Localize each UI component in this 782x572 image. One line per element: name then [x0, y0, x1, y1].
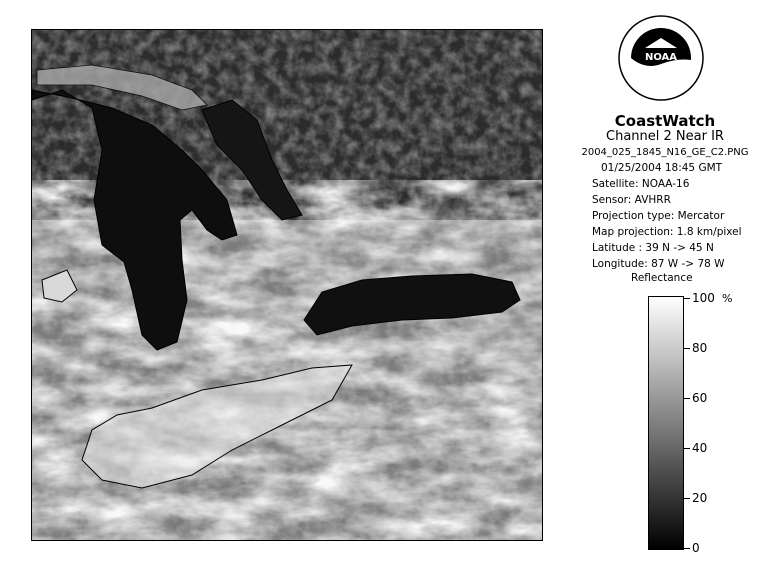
file-name: 2004_025_1845_N16_GE_C2.PNG	[581, 147, 749, 158]
date-time: 01/25/2004 18:45 GMT	[601, 162, 723, 174]
legend-tick-label: 20	[692, 491, 708, 505]
legend-tick-label: 40	[692, 441, 708, 455]
projection-type: Projection type: Mercator	[592, 210, 725, 222]
satellite-image	[31, 29, 543, 541]
brand-title: CoastWatch	[614, 112, 716, 130]
reflectance-colorbar	[648, 296, 684, 550]
legend-tick-label: 80	[692, 341, 708, 355]
legend-title: Reflectance	[631, 272, 693, 284]
legend-tick	[684, 548, 690, 549]
legend-unit: %	[722, 292, 733, 305]
satellite-reflectance-image-icon	[32, 30, 542, 540]
legend-tick-label: 60	[692, 391, 708, 405]
legend-tick-label: 100	[692, 291, 715, 305]
longitude-range: Longitude: 87 W -> 78 W	[592, 258, 725, 270]
legend-tick	[684, 448, 690, 449]
legend-tick	[684, 348, 690, 349]
sensor-label: Sensor: AVHRR	[592, 194, 671, 206]
map-projection: Map projection: 1.8 km/pixel	[592, 226, 742, 238]
legend-tick	[684, 298, 690, 299]
legend-tick	[684, 398, 690, 399]
noaa-logo-icon	[617, 14, 705, 102]
latitude-range: Latitude : 39 N -> 45 N	[592, 242, 714, 254]
noaa-logo-text: NOAA	[644, 52, 678, 63]
legend-tick	[684, 498, 690, 499]
satellite-label: Satellite: NOAA-16	[592, 178, 690, 190]
legend-tick-label: 0	[692, 541, 700, 555]
channel-label: Channel 2 Near IR	[606, 129, 724, 144]
